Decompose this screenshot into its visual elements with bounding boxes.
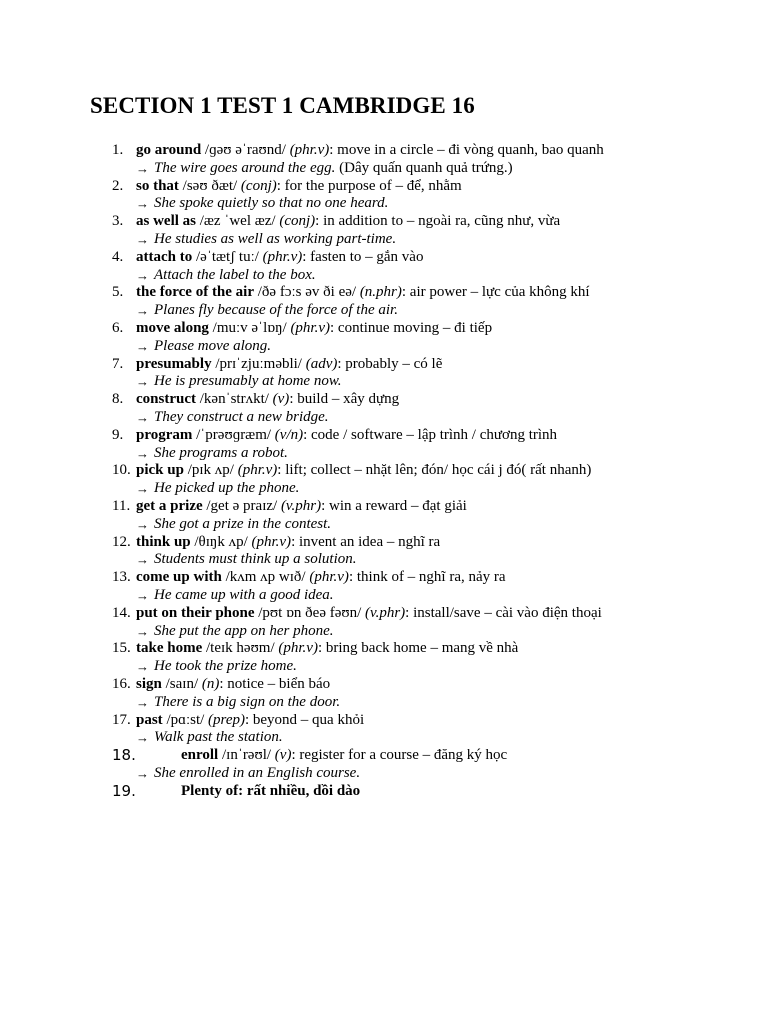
arrow-right-icon: → <box>136 409 149 425</box>
vocab-entry <box>0 142 768 178</box>
entry-number: 3. <box>112 213 124 230</box>
entry-line <box>0 498 768 516</box>
entry-part-of-speech: (n.phr) <box>359 284 402 301</box>
example-sentence: Please move along. <box>154 337 272 354</box>
arrow-right-icon: → <box>136 374 149 390</box>
entry-line <box>0 142 768 160</box>
entry-example <box>154 480 299 498</box>
entry-meaning: : win a reward – đạt giải <box>321 497 467 514</box>
entry-part-of-speech: (phr.v) <box>278 640 318 657</box>
entry-content <box>136 498 467 516</box>
entry-word: presumably <box>136 355 212 372</box>
entry-content <box>136 712 364 730</box>
example-sentence: She got a prize in the contest. <box>154 515 332 532</box>
vocab-entry <box>0 284 768 320</box>
entry-word: pick up <box>136 462 184 479</box>
entry-number: 16. <box>112 675 131 692</box>
example-sentence: He is presumably at home now. <box>154 373 342 390</box>
vocab-entry <box>0 783 768 801</box>
example-line <box>0 231 768 249</box>
entry-number: 13. <box>112 569 131 586</box>
vocab-entry <box>0 178 768 214</box>
example-line <box>0 302 768 320</box>
vocab-entry <box>0 427 768 463</box>
entry-meaning: : install/save – cài vào điện thoại <box>405 604 602 621</box>
entry-line <box>0 534 768 552</box>
example-sentence: There is a big sign on the door. <box>154 693 341 710</box>
arrow-right-icon: → <box>136 516 149 532</box>
example-sentence: Planes fly because of the force of the air. <box>154 302 398 319</box>
arrow-right-icon: → <box>136 765 149 781</box>
entry-line <box>0 178 768 196</box>
entry-part-of-speech: (phr.v) <box>251 533 292 550</box>
entry-ipa: /θɪŋk ʌp/ <box>194 533 248 550</box>
entry-number: 15. <box>112 640 131 657</box>
entry-part-of-speech: (phr.v) <box>237 462 278 479</box>
entry-part-of-speech: (adv) <box>305 355 338 372</box>
entry-word: get a prize <box>136 497 203 514</box>
entry-line <box>0 391 768 409</box>
entry-meaning: : probably – có lẽ <box>337 355 443 372</box>
entry-number: 6. <box>112 319 124 336</box>
arrow-right-icon: → <box>136 338 149 354</box>
entry-part-of-speech: (v.phr) <box>280 497 322 514</box>
entry-meaning: : in addition to – ngoài ra, cũng như, vừa <box>315 213 561 230</box>
entry-part-of-speech: (phr.v) <box>290 319 331 336</box>
entry-example <box>154 373 341 391</box>
arrow-right-icon: → <box>136 196 149 212</box>
entry-content <box>136 605 602 623</box>
entry-part-of-speech: (prep) <box>208 711 245 728</box>
entry-content <box>136 534 440 552</box>
entry-word: come up with <box>136 569 222 586</box>
entry-ipa: /ˈprəʊɡræm/ <box>196 426 272 443</box>
example-sentence: He picked up the phone. <box>154 480 300 497</box>
example-sentence: Walk past the station. <box>154 729 283 746</box>
entry-number: 8. <box>112 391 124 408</box>
entry-ipa: /pʊt ɒn ðeə fəʊn/ <box>258 604 362 621</box>
entry-ipa: /saɪn/ <box>165 675 199 692</box>
entry-word: think up <box>136 533 191 550</box>
entry-content <box>136 142 604 160</box>
entry-meaning: : move in a circle – đi vòng quanh, bao quanh <box>329 142 604 158</box>
entry-line <box>0 249 768 267</box>
example-sentence: She enrolled in an English course. <box>154 764 361 781</box>
example-line <box>0 587 768 605</box>
entry-meaning: : fasten to – gắn vào <box>302 248 424 265</box>
example-line <box>0 516 768 534</box>
entry-meaning: : beyond – qua khỏi <box>244 711 365 728</box>
entry-example <box>154 338 271 356</box>
entry-content <box>136 320 492 338</box>
vocab-entry <box>0 462 768 498</box>
arrow-right-icon: → <box>136 160 149 176</box>
vocab-entry <box>0 320 768 356</box>
example-line <box>0 373 768 391</box>
entry-word: take home <box>136 640 203 657</box>
entry-content <box>136 462 591 480</box>
entry-word: program <box>136 426 193 443</box>
arrow-right-icon: → <box>136 587 149 603</box>
entry-example <box>154 694 340 712</box>
entry-line <box>0 213 768 231</box>
example-sentence: Attach the label to the box. <box>154 266 316 283</box>
example-line <box>0 445 768 463</box>
entry-ipa: /muːv əˈlɒŋ/ <box>212 319 287 336</box>
page-title: SECTION 1 TEST 1 CAMBRIDGE 16 <box>90 93 475 118</box>
arrow-right-icon: → <box>136 659 149 675</box>
vocab-entry <box>0 640 768 676</box>
entry-word: past <box>136 711 163 728</box>
entry-word: so that <box>136 177 179 194</box>
example-line <box>0 160 768 178</box>
entry-word: the force of the air <box>136 284 255 301</box>
entry-meaning: : build – xây dựng <box>289 391 400 408</box>
entry-line <box>0 640 768 658</box>
example-translation: (Dây quấn quanh quả trứng.) <box>335 159 513 176</box>
vocab-entry <box>0 391 768 427</box>
entry-content <box>136 640 518 658</box>
entry-example <box>154 409 329 427</box>
entry-line <box>0 676 768 694</box>
entry-part-of-speech: (v/n) <box>274 426 304 443</box>
example-sentence: She put the app on her phone. <box>154 622 334 639</box>
example-line <box>0 623 768 641</box>
example-sentence: They construct a new bridge. <box>154 408 329 425</box>
vocab-entry <box>0 356 768 392</box>
entry-number: 17. <box>112 711 131 728</box>
example-line <box>0 480 768 498</box>
vocab-entry <box>0 498 768 534</box>
entry-line <box>0 712 768 730</box>
entry-meaning: : lift; collect – nhặt lên; đón/ học cái j đó( rất nhanh) <box>277 462 592 479</box>
entry-line <box>0 284 768 302</box>
entry-content <box>136 249 423 267</box>
entry-ipa: /pɑːst/ <box>166 711 205 728</box>
entry-example <box>154 302 398 320</box>
example-sentence: He came up with a good idea. <box>154 586 334 603</box>
entry-part-of-speech: (n) <box>201 675 220 692</box>
entry-ipa: /ɪnˈrəʊl/ <box>221 747 272 764</box>
entry-meaning: : air power – lực của không khí <box>401 284 590 301</box>
entry-number: 2. <box>112 177 124 194</box>
entry-number: 19. <box>112 781 136 800</box>
entry-example <box>154 160 513 178</box>
example-line <box>0 551 768 569</box>
entry-example <box>154 765 360 783</box>
entry-number: 1. <box>112 142 124 158</box>
entry-ipa: /prɪˈzjuːməbli/ <box>215 355 302 372</box>
entry-line <box>0 605 768 623</box>
entry-number: 7. <box>112 355 124 372</box>
entry-line <box>0 783 768 801</box>
entry-ipa: /kʌm ʌp wɪð/ <box>225 569 306 586</box>
arrow-right-icon: → <box>136 481 149 497</box>
example-line <box>0 694 768 712</box>
entry-meaning: : notice – biển báo <box>219 675 331 692</box>
example-line <box>0 658 768 676</box>
entry-example <box>154 623 334 641</box>
entry-meaning: : bring back home – mang về nhà <box>317 640 519 657</box>
entry-word: Plenty of: rất nhiều, dồi dào <box>181 782 361 799</box>
vocab-entry <box>0 213 768 249</box>
entry-word: sign <box>136 675 162 692</box>
example-line <box>0 729 768 747</box>
entry-number: 4. <box>112 248 124 265</box>
vocab-entry <box>0 569 768 605</box>
entry-line <box>0 356 768 374</box>
entry-meaning: : think of – nghĩ ra, nảy ra <box>348 569 506 586</box>
entry-content <box>136 569 506 587</box>
entry-content <box>136 676 330 694</box>
entry-ipa: /səʊ ðæt/ <box>182 177 238 194</box>
entry-ipa: /pɪk ʌp/ <box>187 462 234 479</box>
entry-example <box>154 445 288 463</box>
entry-meaning: : code / software – lập trình / chương trình <box>303 426 558 443</box>
entry-line <box>0 320 768 338</box>
vocab-entry <box>0 249 768 285</box>
entry-content <box>136 213 560 231</box>
entry-part-of-speech: (v) <box>272 391 290 408</box>
entry-content <box>136 284 590 302</box>
arrow-right-icon: → <box>136 303 149 319</box>
vocab-entry <box>0 676 768 712</box>
example-line <box>0 267 768 285</box>
entry-number: 12. <box>112 533 131 550</box>
example-sentence: He took the prize home. <box>154 658 297 675</box>
arrow-right-icon: → <box>136 694 149 710</box>
entry-line <box>0 462 768 480</box>
entry-ipa: /kənˈstrʌkt/ <box>199 391 269 408</box>
example-sentence: Students must think up a solution. <box>154 551 357 568</box>
entry-number: 14. <box>112 604 131 621</box>
entry-number: 11. <box>112 497 131 514</box>
example-line <box>0 338 768 356</box>
entry-example <box>154 195 388 213</box>
vocab-list <box>0 142 768 800</box>
entry-example <box>154 658 297 676</box>
entry-content <box>136 178 462 196</box>
entry-part-of-speech: (v.phr) <box>365 604 406 621</box>
entry-content <box>181 747 507 765</box>
example-line <box>0 409 768 427</box>
entry-ipa: /əˈtætʃ tuː/ <box>196 248 259 265</box>
entry-word: construct <box>136 391 196 408</box>
entry-example <box>154 729 283 747</box>
entry-part-of-speech: (phr.v) <box>289 142 330 158</box>
vocab-entry <box>0 712 768 748</box>
arrow-right-icon: → <box>136 623 149 639</box>
entry-ipa: /teɪk həʊm/ <box>206 640 275 657</box>
entry-meaning: : for the purpose of – để, nhằm <box>276 177 462 194</box>
entry-ipa: /ðə fɔːs əv ði eə/ <box>257 284 357 301</box>
entry-meaning: : continue moving – đi tiếp <box>330 319 493 336</box>
entry-content <box>136 427 557 445</box>
example-sentence: He studies as well as working part-time. <box>154 230 397 247</box>
entry-word: move along <box>136 319 209 336</box>
entry-number: 18. <box>112 746 136 765</box>
entry-meaning: : invent an idea – nghĩ ra <box>291 533 441 550</box>
entry-number: 10. <box>112 462 131 479</box>
entry-ipa: /get ə praɪz/ <box>206 497 278 514</box>
entry-content <box>136 391 399 409</box>
entry-word: attach to <box>136 248 193 265</box>
arrow-right-icon: → <box>136 267 149 283</box>
entry-part-of-speech: (conj) <box>279 213 316 230</box>
example-sentence: The wire goes around the egg. <box>154 159 336 176</box>
arrow-right-icon: → <box>136 445 149 461</box>
example-sentence: She spoke quietly so that no one heard. <box>154 195 389 212</box>
entry-number: 9. <box>112 426 124 443</box>
entry-word: as well as <box>136 213 196 230</box>
arrow-right-icon: → <box>136 231 149 247</box>
vocab-entry <box>0 747 768 783</box>
entry-word: go around <box>136 142 202 158</box>
entry-example <box>154 551 357 569</box>
entry-part-of-speech: (conj) <box>240 177 277 194</box>
example-line <box>0 765 768 783</box>
entry-example <box>154 231 396 249</box>
example-sentence: She programs a robot. <box>154 444 288 461</box>
entry-line <box>0 569 768 587</box>
example-line <box>0 195 768 213</box>
entry-part-of-speech: (phr.v) <box>309 569 349 586</box>
entry-meaning: : register for a course – đăng ký học <box>291 747 508 764</box>
entry-content <box>181 783 360 801</box>
entry-content <box>136 356 442 374</box>
entry-part-of-speech: (phr.v) <box>262 248 303 265</box>
entry-line <box>0 427 768 445</box>
entry-part-of-speech: (v) <box>274 747 292 764</box>
entry-example <box>154 516 331 534</box>
entry-ipa: /æz ˈwel æz/ <box>199 213 276 230</box>
entry-example <box>154 267 316 285</box>
entry-line <box>0 747 768 765</box>
entry-ipa: /ɡəʊ əˈraʊnd/ <box>204 142 286 158</box>
entry-word: enroll <box>181 747 219 764</box>
arrow-right-icon: → <box>136 552 149 568</box>
entry-number: 5. <box>112 284 124 301</box>
entry-word: put on their phone <box>136 604 255 621</box>
entry-example <box>154 587 334 605</box>
vocab-entry <box>0 605 768 641</box>
arrow-right-icon: → <box>136 730 149 746</box>
vocab-entry <box>0 534 768 570</box>
